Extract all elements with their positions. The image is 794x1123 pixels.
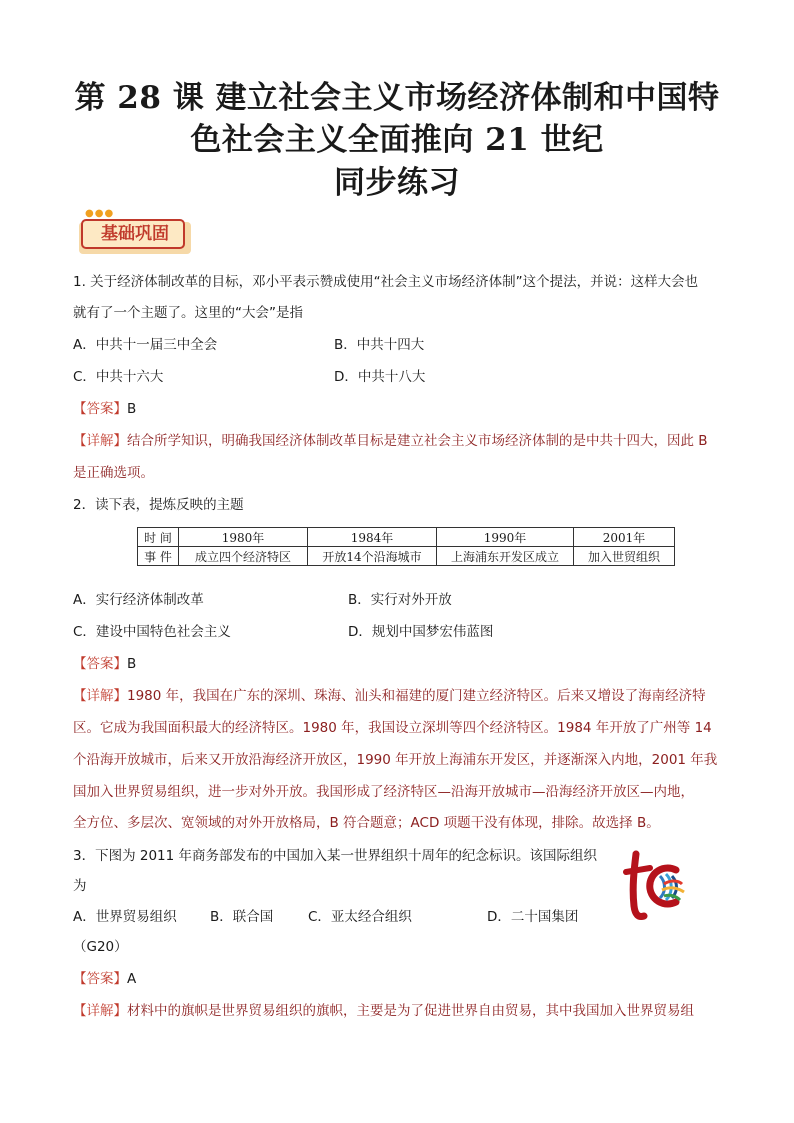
q3-stem-line-2: 为	[73, 878, 87, 894]
badge-dots-icon: ●●●	[85, 208, 115, 219]
q3-option-d-continued: （G20）	[73, 939, 128, 955]
q2-detail-label: 【详解】	[73, 688, 127, 704]
q1-option-c[interactable]: C．中共十六大	[73, 369, 164, 385]
page-title-line-2: 色社会主义全面推向 21 世纪	[190, 122, 604, 158]
q2-detail-line-5: 全方位、多层次、宽领域的对外开放格局，B 符合题意；ACD 项题干没有体现，排除。故选择 B。	[73, 815, 660, 831]
q3-detail-label: 【详解】	[73, 1003, 127, 1019]
q1-detail-label: 【详解】	[73, 433, 127, 449]
q2-answer	[73, 654, 136, 674]
section-badge-label: 基础巩固	[101, 224, 169, 244]
q2-stem: 2．读下表，提炼反映的主题	[73, 497, 244, 513]
badge-frame	[81, 219, 185, 249]
q2-answer-label: 【答案】	[73, 656, 127, 672]
table-cell: 事 件	[138, 547, 179, 566]
q2-option-a[interactable]: A．实行经济体制改革	[73, 592, 204, 608]
table-cell: 开放14个沿海城市	[308, 547, 437, 566]
q2-option-b[interactable]: B．实行对外开放	[348, 592, 452, 608]
table-cell: 加入世贸组织	[574, 547, 675, 566]
q2-detail-line-2: 区。它成为我国面积最大的经济特区。1980 年，我国设立深圳等四个经济特区。1984 年开放了广州等 14	[73, 720, 712, 736]
q2-detail-text-1: 1980 年，我国在广东的深圳、珠海、汕头和福建的厦门建立经济特区。后来又增设了海南经济特	[127, 688, 706, 704]
q1-detail-line-1	[73, 431, 708, 451]
table-row	[138, 547, 675, 566]
q3-answer-label: 【答案】	[73, 971, 127, 987]
q3-option-a[interactable]: A．世界贸易组织	[73, 909, 177, 925]
table-cell: 时 间	[138, 528, 179, 547]
q2-answer-value: B	[127, 656, 137, 672]
q3-detail-line-1	[73, 1001, 694, 1021]
table-cell: 上海浦东开发区成立	[437, 547, 574, 566]
q1-option-b[interactable]: B．中共十四大	[334, 337, 425, 353]
q3-answer	[73, 969, 136, 989]
table-cell: 成立四个经济特区	[179, 547, 308, 566]
table-cell: 2001年	[574, 528, 675, 547]
wto-logo-icon	[620, 846, 700, 926]
table-cell: 1980年	[179, 528, 308, 547]
q2-option-c[interactable]: C．建设中国特色社会主义	[73, 624, 231, 640]
q3-option-c[interactable]: C．亚太经合组织	[308, 909, 412, 925]
table-cell: 1990年	[437, 528, 574, 547]
q2-detail-line-3: 个沿海开放城市，后来又开放沿海经济开放区，1990 年开放上海浦东开发区，并逐渐深入内地，2001 年我	[73, 752, 718, 768]
q2-detail-line-4: 国加入世界贸易组织，进一步对外开放。我国形成了经济特区—沿海开放城市—沿海经济开放区—内地，	[73, 784, 694, 800]
section-badge	[79, 208, 191, 252]
q1-detail-text-1: 结合所学知识，明确我国经济体制改革目标是建立社会主义市场经济体制的是中共十四大，因此 B	[127, 433, 708, 449]
q3-stem-line-1: 3．下图为 2011 年商务部发布的中国加入某一世界组织十周年的纪念标识。该国际组织	[73, 848, 598, 864]
q2-detail-line-1	[73, 686, 706, 706]
q1-stem-line-1: 1. 关于经济体制改革的目标，邓小平表示赞成使用“社会主义市场经济体制”这个提法，并说：这样大会也	[73, 274, 699, 290]
q1-option-a[interactable]: A．中共十一届三中全会	[73, 337, 218, 353]
q1-stem-line-2: 就有了一个主题了。这里的“大会”是指	[73, 305, 303, 321]
wto-logo-svg	[620, 846, 700, 926]
page-subtitle: 同步练习	[334, 165, 460, 201]
q1-option-d[interactable]: D．中共十八大	[334, 369, 426, 385]
q3-detail-text-1: 材料中的旗帜是世界贸易组织的旗帜，主要是为了促进世界自由贸易，其中我国加入世界贸易组	[127, 1003, 694, 1019]
q3-option-b[interactable]: B．联合国	[210, 909, 274, 925]
q3-option-d[interactable]: D．二十国集团	[487, 909, 579, 925]
table-row	[138, 528, 675, 547]
page-title-line-1: 第 28 课 建立社会主义市场经济体制和中国特	[74, 80, 720, 116]
q2-option-d[interactable]: D．规划中国梦宏伟蓝图	[348, 624, 494, 640]
q1-answer-label: 【答案】	[73, 401, 127, 417]
q2-event-table	[137, 527, 675, 566]
q1-answer-value: B	[127, 401, 137, 417]
table-cell: 1984年	[308, 528, 437, 547]
q3-answer-value: A	[127, 971, 137, 987]
q1-detail-line-2: 是正确选项。	[73, 465, 154, 481]
q1-answer	[73, 399, 136, 419]
